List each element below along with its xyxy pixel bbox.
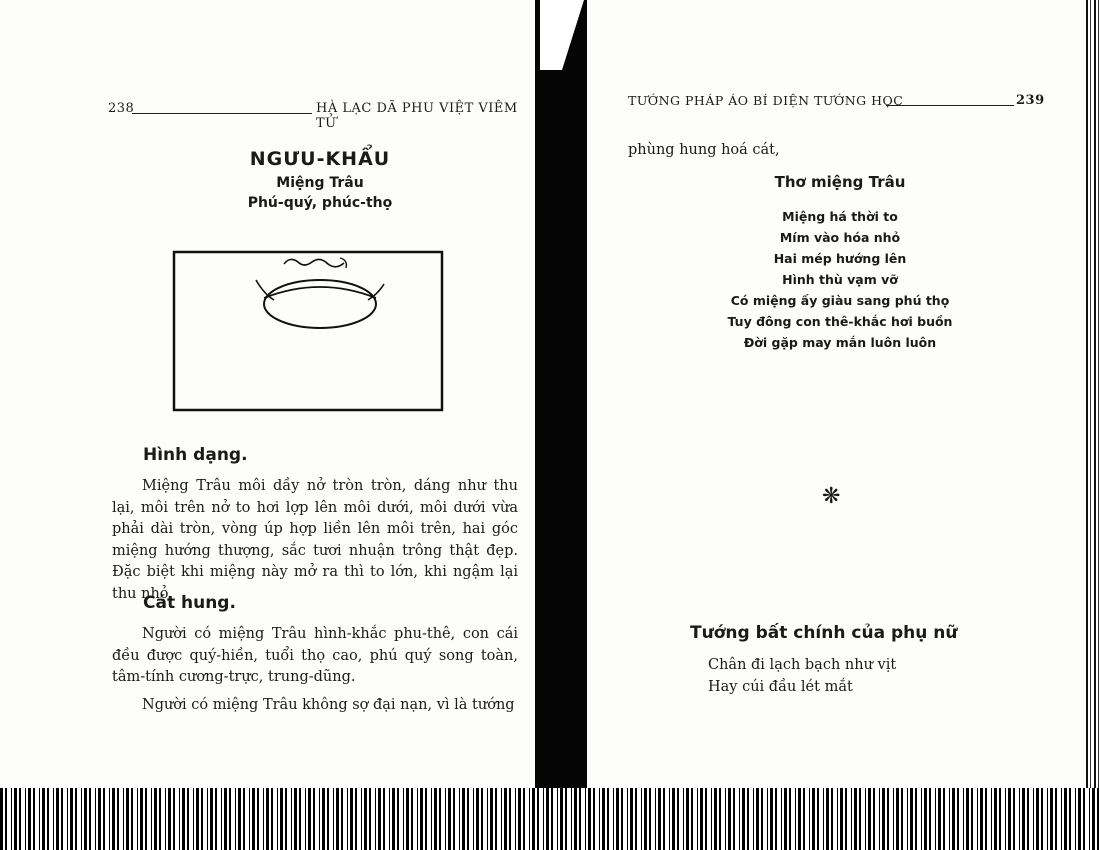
ornament-icon: ❋ — [822, 484, 841, 509]
chapter-tagline: Phú-quý, phúc-thọ — [247, 195, 393, 211]
paragraph-fortune-1: Người có miệng Trâu hình-khắc phu-thê, con cái đều được quý-hiền, tuổi thọ cao, phú quý song toàn, tâm-tính cương-trực, trung-dũng. — [112, 626, 518, 685]
paragraph-shape: Miệng Trâu môi dầy nở tròn tròn, dáng như thu lại, môi trên nở to hơi lợp lên môi dưới, môi dưới vừa phải dài tròn, vòng úp hợp liền lên môi trên, hai góc miệng hướng thượng, sắc tươi nhuận trông thật đẹp. Đặc biệt khi miệng này mở ra thì to lớn, khi ngậm lại thu nhỏ. — [112, 478, 518, 602]
ox-mouth-illustration — [170, 248, 448, 414]
section-heading-shape: Hình dạng. — [143, 445, 248, 465]
mouth-opening — [264, 287, 376, 298]
chapter-subtitle: Miệng Trâu — [276, 175, 364, 191]
header-rule-left — [132, 113, 312, 114]
page-number-left: 238 — [108, 101, 135, 116]
poem-line: Hai mép hướng lên — [773, 251, 907, 266]
scan-edge-strip — [0, 788, 1100, 850]
poem-line: Đời gặp may mắn luôn luôn — [743, 335, 937, 350]
header-rule-right — [886, 105, 1014, 106]
section-text-women — [708, 655, 1008, 698]
running-title-left: HÀ LẠC DÃ PHU VIỆT VIÊM TỬ — [316, 101, 518, 131]
illustration-frame — [174, 252, 442, 410]
section-line: Chân đi lạch bạch như vịt — [708, 657, 897, 673]
poem-line: Hình thù vạm vỡ — [782, 272, 898, 287]
section-heading-fortune: Cát hung. — [143, 593, 236, 613]
right-page — [580, 0, 1100, 850]
poem — [690, 206, 990, 353]
poem-line: Tuy đông con thê-khắc hơi buồn — [727, 314, 953, 329]
poem-line: Mím vào hóa nhỏ — [779, 230, 901, 245]
upper-lip-contour — [284, 259, 344, 266]
continuation-text: phùng hung hoá cát, — [628, 142, 780, 158]
section-text-shape — [112, 476, 518, 605]
gutter-notch — [540, 0, 584, 70]
running-title-right: TƯỚNG PHÁP ÁO BÍ DIỆN TƯỚNG HỌC — [628, 93, 904, 108]
book-gutter — [535, 0, 587, 790]
page-number-right: 239 — [1016, 93, 1045, 108]
poem-line: Miệng há thời to — [782, 209, 898, 224]
section-heading-women: Tướng bất chính của phụ nữ — [690, 623, 958, 643]
paragraph-fortune-2: Người có miệng Trâu không sợ đại nạn, vì là tướng — [142, 696, 515, 713]
section-line: Hay cúi đầu lét mắt — [708, 678, 853, 695]
section-text-fortune — [112, 624, 518, 716]
page-edge-stripes — [1086, 0, 1100, 790]
poem-title: Thơ miệng Trâu — [774, 173, 906, 191]
chapter-title: NGƯU-KHẨU — [249, 148, 391, 170]
poem-line: Có miệng ấy giàu sang phú thọ — [730, 293, 950, 308]
left-page — [0, 0, 540, 850]
